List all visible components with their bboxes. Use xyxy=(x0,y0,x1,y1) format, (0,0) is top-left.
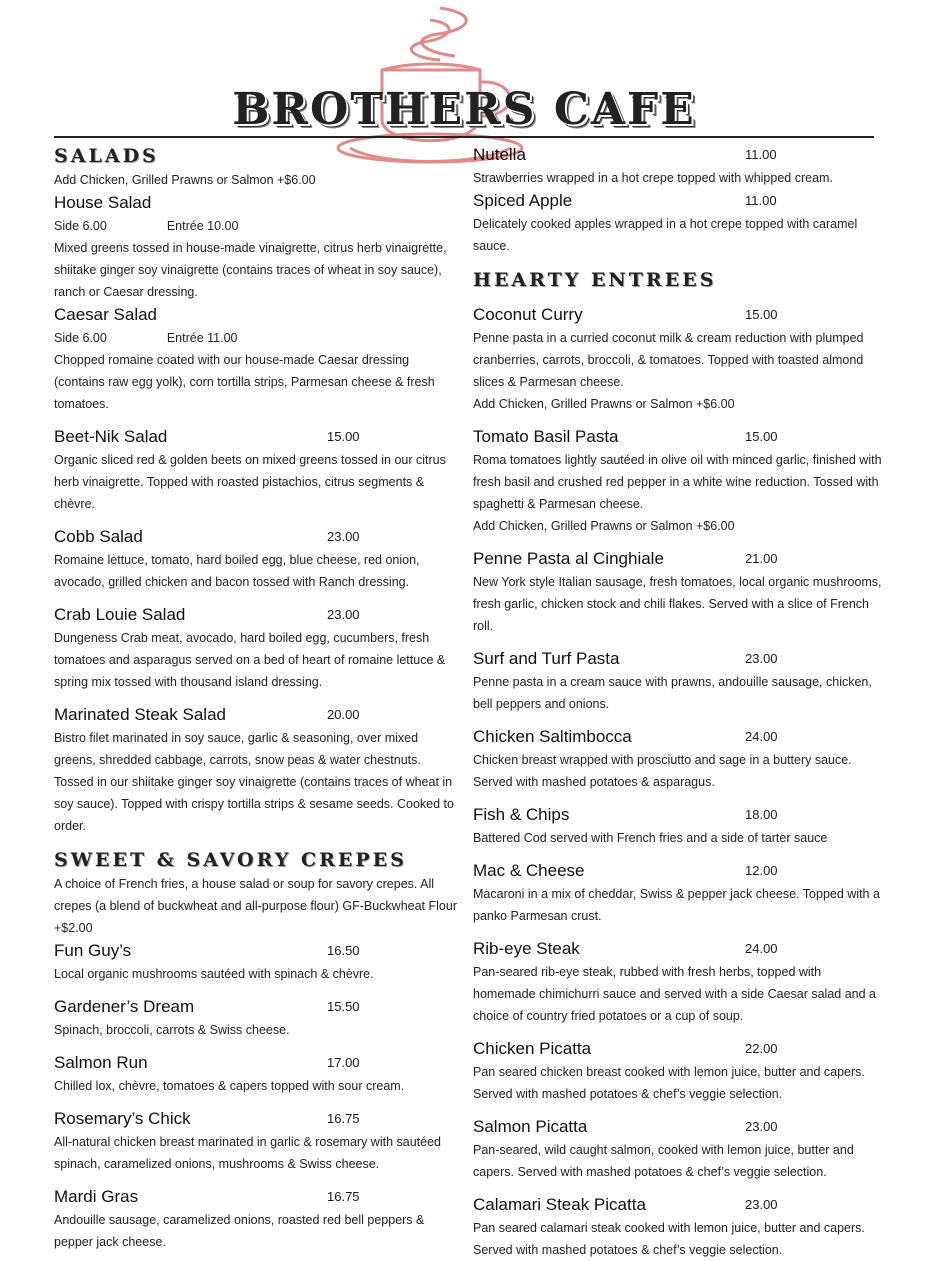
item-price: 15.50 xyxy=(327,999,360,1014)
menu-item-chicken-picatta xyxy=(473,1037,883,1105)
item-name: Rib-eye Steak xyxy=(473,939,580,958)
item-description: Chilled lox, chèvre, tomatoes & capers topped with sour cream. xyxy=(54,1079,405,1093)
item-name: Salmon Picatta xyxy=(473,1117,588,1136)
item-price: 24.00 xyxy=(745,941,778,956)
menu-item-house-salad xyxy=(54,191,458,303)
menu-item-caesar-salad xyxy=(54,303,458,415)
item-sizes xyxy=(54,215,458,237)
item-price: 16.50 xyxy=(327,943,360,958)
menu-item-coconut-curry xyxy=(473,303,883,415)
item-price: 22.00 xyxy=(745,1041,778,1056)
menu-item-gardeners-dream xyxy=(54,995,458,1041)
item-addon: Add Chicken, Grilled Prawns or Salmon +$6.00 xyxy=(473,397,735,411)
item-name: Salmon Run xyxy=(54,1053,148,1072)
item-description: Local organic mushrooms sautéed with spinach & chèvre. xyxy=(54,967,374,981)
menu-item-nutella xyxy=(473,143,883,189)
item-description: Mixed greens tossed in house-made vinaigrette, citrus herb vinaigrette, shiitake ginger soy vinaigrette (contains traces of wheat in soy sauce), ranch or Caesar dressing. xyxy=(54,241,447,299)
item-description: Penne pasta in a cream sauce with prawns, andouille sausage, chicken, bell peppers and onions. xyxy=(473,675,872,711)
menu-item-surf-turf-pasta xyxy=(473,647,883,715)
menu-item-crab-louie-salad xyxy=(54,603,458,693)
item-name: Coconut Curry xyxy=(473,305,583,324)
item-sizes xyxy=(54,327,458,349)
menu-item-mac-cheese xyxy=(473,859,883,927)
item-price: 16.75 xyxy=(327,1111,360,1126)
item-name: Surf and Turf Pasta xyxy=(473,649,620,668)
menu-item-chicken-saltimbocca xyxy=(473,725,883,793)
salads-heading: SALADS xyxy=(54,145,159,167)
item-price: 24.00 xyxy=(745,729,778,744)
item-price: 15.00 xyxy=(745,307,778,322)
item-name: Mardi Gras xyxy=(54,1187,139,1206)
left-column xyxy=(54,143,458,1253)
item-description: Chicken breast wrapped with prosciutto and sage in a buttery sauce. Served with mashed potatoes & asparagus. xyxy=(473,753,852,789)
menu-item-marinated-steak-salad xyxy=(54,703,458,837)
item-name: Fish & Chips xyxy=(473,805,570,824)
menu-item-beet-nik-salad xyxy=(54,425,458,515)
item-description: New York style Italian sausage, fresh tomatoes, local organic mushrooms, fresh garlic, chicken stock and chili flakes. Served with a slice of French roll. xyxy=(473,575,882,633)
item-name: House Salad xyxy=(54,193,152,212)
menu-item-salmon-picatta xyxy=(473,1115,883,1183)
item-name: Marinated Steak Salad xyxy=(54,705,226,724)
item-description: All-natural chicken breast marinated in garlic & rosemary with sautéed spinach, caramelized onions, mushrooms & Swiss cheese. xyxy=(54,1135,441,1171)
salads-note: Add Chicken, Grilled Prawns or Salmon +$6.00 xyxy=(54,173,316,187)
item-addon: Add Chicken, Grilled Prawns or Salmon +$6.00 xyxy=(473,519,735,533)
cafe-title: BROTHERS CAFE xyxy=(232,84,696,135)
item-description: Delicately cooked apples wrapped in a hot crepe topped with caramel sauce. xyxy=(473,217,858,253)
item-price: 15.00 xyxy=(745,429,778,444)
entree-price: Entrée 11.00 xyxy=(166,331,238,345)
item-name: Tomato Basil Pasta xyxy=(473,427,619,446)
menu-item-tomato-basil-pasta xyxy=(473,425,883,537)
item-name: Spiced Apple xyxy=(473,191,573,210)
item-description: Pan seared chicken breast cooked with lemon juice, butter and capers. Served with mashed potatoes & chef’s veggie selection. xyxy=(473,1065,865,1101)
item-description: Pan-seared, wild caught salmon, cooked with lemon juice, butter and capers. Served with mashed potatoes & chef’s veggie selection. xyxy=(473,1143,854,1179)
menu-item-salmon-run xyxy=(54,1051,458,1097)
item-description: Bistro filet marinated in soy sauce, garlic & seasoning, over mixed greens, shredded cabbage, carrots, snow peas & water chestnuts. Tossed in our shiitake ginger soy vinaigrette (contains traces of wheat in soy sauce). Topped with crispy tortilla strips & sesame seeds. Cooked to order. xyxy=(54,731,454,833)
item-description: Romaine lettuce, tomato, hard boiled egg, blue cheese, red onion, avocado, grilled chicken and bacon tossed with Ranch dressing. xyxy=(54,553,420,589)
menu-item-spiced-apple xyxy=(473,189,883,257)
crepes-heading: SWEET & SAVORY CREPES xyxy=(54,849,407,871)
menu-item-fun-guys xyxy=(54,939,458,985)
right-column xyxy=(473,143,883,1261)
item-description: Dungeness Crab meat, avocado, hard boiled egg, cucumbers, fresh tomatoes and asparagus served on a bed of heart of romaine lettuce & spring mix tossed with thousand island dressing. xyxy=(54,631,446,689)
item-price: 23.00 xyxy=(327,607,360,622)
item-price: 15.00 xyxy=(327,429,360,444)
item-name: Beet-Nik Salad xyxy=(54,427,168,446)
item-name: Rosemary’s Chick xyxy=(54,1109,191,1128)
entrees-heading: HEARTY ENTREES xyxy=(473,269,717,291)
item-name: Cobb Salad xyxy=(54,527,143,546)
item-price: 23.00 xyxy=(745,1119,778,1134)
item-name: Chicken Picatta xyxy=(473,1039,592,1058)
item-name: Penne Pasta al Cinghiale xyxy=(473,549,664,568)
item-description: Pan seared calamari steak cooked with lemon juice, butter and capers. Served with mashed potatoes & chef’s veggie selection. xyxy=(473,1221,865,1257)
menu-item-rosemarys-chick xyxy=(54,1107,458,1175)
item-description: Macaroni in a mix of cheddar, Swiss & pepper jack cheese. Topped with a panko Parmesan crust. xyxy=(473,887,880,923)
item-price: 20.00 xyxy=(327,707,360,722)
menu-item-mardi-gras xyxy=(54,1185,458,1253)
menu-item-fish-chips xyxy=(473,803,883,849)
item-name: Calamari Steak Picatta xyxy=(473,1195,646,1214)
item-description: Penne pasta in a curried coconut milk & cream reduction with plumped cranberries, carrots, broccoli, & tomatoes. Topped with toasted almond slices & Parmesan cheese. xyxy=(473,331,864,389)
item-name: Crab Louie Salad xyxy=(54,605,186,624)
side-price: Side 6.00 xyxy=(54,331,107,345)
side-price: Side 6.00 xyxy=(54,219,107,233)
header-divider xyxy=(54,136,874,138)
entree-price: Entrée 10.00 xyxy=(166,219,239,233)
item-description: Roma tomatoes lightly sautéed in olive oil with minced garlic, finished with fresh basil and crushed red pepper in a white wine reduction. Tossed with spaghetti & Parmesan cheese. xyxy=(473,453,882,511)
item-price: 16.75 xyxy=(327,1189,360,1204)
item-description: Organic sliced red & golden beets on mixed greens tossed in our citrus herb vinaigrette. Topped with roasted pistachios, citrus segments & chèvre. xyxy=(54,453,446,511)
item-description: Spinach, broccoli, carrots & Swiss cheese. xyxy=(54,1023,290,1037)
item-name: Fun Guy’s xyxy=(54,941,132,960)
menu-item-cobb-salad xyxy=(54,525,458,593)
item-name: Gardener’s Dream xyxy=(54,997,195,1016)
item-description: Chopped romaine coated with our house-made Caesar dressing (contains raw egg yolk), corn tortilla strips, Parmesan cheese & fresh tomatoes. xyxy=(54,353,435,411)
item-price: 21.00 xyxy=(745,551,778,566)
item-name: Mac & Cheese xyxy=(473,861,585,880)
item-price: 23.00 xyxy=(327,529,360,544)
item-price: 18.00 xyxy=(745,807,778,822)
menu-item-calamari-steak-picatta xyxy=(473,1193,883,1261)
item-description: Battered Cod served with French fries and a side of tarter sauce xyxy=(473,831,828,845)
item-description: Strawberries wrapped in a hot crepe topped with whipped cream. xyxy=(473,171,833,185)
item-price: 11.00 xyxy=(745,193,777,208)
item-price: 11.00 xyxy=(745,147,777,162)
item-description: Andouille sausage, caramelized onions, roasted red bell peppers & pepper jack cheese. xyxy=(54,1213,425,1249)
menu-item-ribeye-steak xyxy=(473,937,883,1027)
item-price: 12.00 xyxy=(745,863,778,878)
item-description: Pan-seared rib-eye steak, rubbed with fresh herbs, topped with homemade chimichurri sauce and served with a side Caesar salad and a choice of country fried potatoes or a cup of soup. xyxy=(473,965,876,1023)
item-price: 23.00 xyxy=(745,651,778,666)
item-price: 23.00 xyxy=(745,1197,778,1212)
menu-item-penne-cinghiale xyxy=(473,547,883,637)
item-name: Caesar Salad xyxy=(54,305,158,324)
item-name: Nutella xyxy=(473,145,526,164)
crepes-note: A choice of French fries, a house salad or soup for savory crepes. All crepes (a blend of buckwheat and all-purpose flour) GF-Buckwheat Flour +$2.00 xyxy=(54,877,457,935)
item-price: 17.00 xyxy=(327,1055,360,1070)
item-name: Chicken Saltimbocca xyxy=(473,727,632,746)
